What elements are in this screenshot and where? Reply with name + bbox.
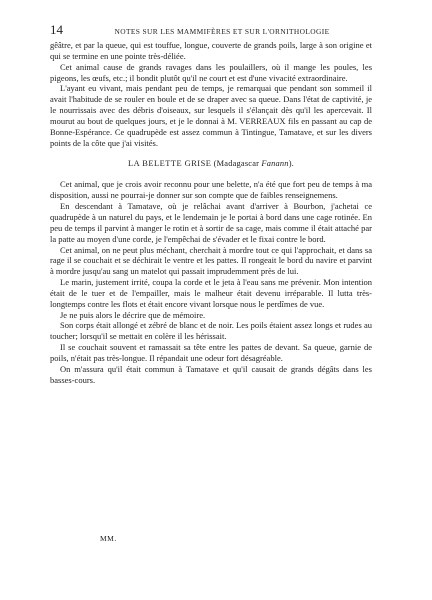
section-title-paren-close: ).	[288, 159, 294, 169]
paragraph-6: Son corps était allongé et zébré de blanc et de noir. Les poils étaient assez longs et rudes au toucher; lorsqu'il se mettait en colère il les hérissait.	[50, 320, 372, 342]
paragraph-5: Je ne puis alors le décrire que de mémoire.	[60, 309, 206, 320]
section-title	[50, 159, 372, 168]
footer-signature-mark: MM.	[100, 534, 117, 543]
running-title: NOTES SUR LES MAMMIFÈRES ET SUR L'ORNITHOLOGIE	[114, 27, 330, 36]
section-title-native-name: Fanann	[261, 159, 289, 169]
section-title-paren-open: (Madagascar	[211, 159, 262, 169]
paragraph-8: On m'assura qu'il était commun à Tamatave et qu'il causait de grands dégâts dans les basses-cours.	[50, 363, 372, 385]
paragraph-top-2: Cet animal cause de grands ravages dans les poulaillers, où il mange les poules, les pigeons, les œufs, etc.; il bondit plutôt qu'il ne court et est d'une vivacité extraordinaire.	[50, 61, 372, 83]
paragraph-top-1: gêâtre, et par la queue, qui est touffue, longue, couverte de grands poils, large à son origine et qui se termine en une pointe très-déliée.	[50, 40, 372, 61]
paragraph-3: Cet animal, on ne peut plus méchant, cherchait à mordre tout ce qui l'approchait, et dans sa rage il se couchait et se déchirait le ventre et les pattes. Il rongeait le bord du navire et parvint à mordre jusqu'au sang un matelot qui passait imprudemment près de lui.	[50, 244, 372, 277]
paragraph-2: En descendant à Tamatave, où je relâchai avant d'arriver à Bourbon, j'achetai ce quadrupède à un naturel du pays, et le lendemain je le portai à bord dans une cage rotinée. En peu de temps il parvint à manger le rotin et à sortir de sa cage, mais comme il était attaché par la patte au moyen d'une corde, je l'empêchai de s'évader et le fixai contre le bord.	[50, 201, 372, 244]
document-page	[50, 22, 372, 385]
paragraph-7: Il se couchait souvent et ramassait sa tête entre les pattes de devant. Sa queue, garnie de poils, n'était pas très-longue. Il répandait une odeur fort désagréable.	[50, 342, 372, 363]
paragraph-top-3: L'ayant eu vivant, mais pendant peu de temps, je remarquai que pendant son sommeil il avait l'habitude de se rouler en boule et de se draper avec sa queue. Dans l'état de captivité, je le nourrissais avec des débris d'oiseaux, sur lesquels il s'élançait dès qu'il les apercevait. Il mourut au bout de quelques jours, et je le donnai à M. VERREAUX fils en passant au cap de Bonne-Espérance. Ce quadrupède est assez commun à Tintingue, Tamatave, et sur les divers points de la côte que j'ai visités.	[50, 83, 372, 148]
page-number: 14	[50, 22, 63, 37]
section-title-name: LA BELETTE GRISE	[128, 159, 212, 169]
page-header	[50, 22, 372, 38]
paragraph-4: Le marin, justement irrité, coupa la corde et le jeta à l'eau sans me prévenir. Mon intention était de le tuer et de l'empailler, mais le malheur était devenu irréparable. Il lutta très-longtemps contre les flots et était encore vivant lorsque nous le perdîmes de vue.	[50, 277, 372, 309]
paragraph-1: Cet animal, que je crois avoir reconnu pour une belette, n'a été que fort peu de temps à ma disposition, aussi ne pourrai-je donner sur son compte que de faibles renseignemens.	[50, 179, 372, 201]
